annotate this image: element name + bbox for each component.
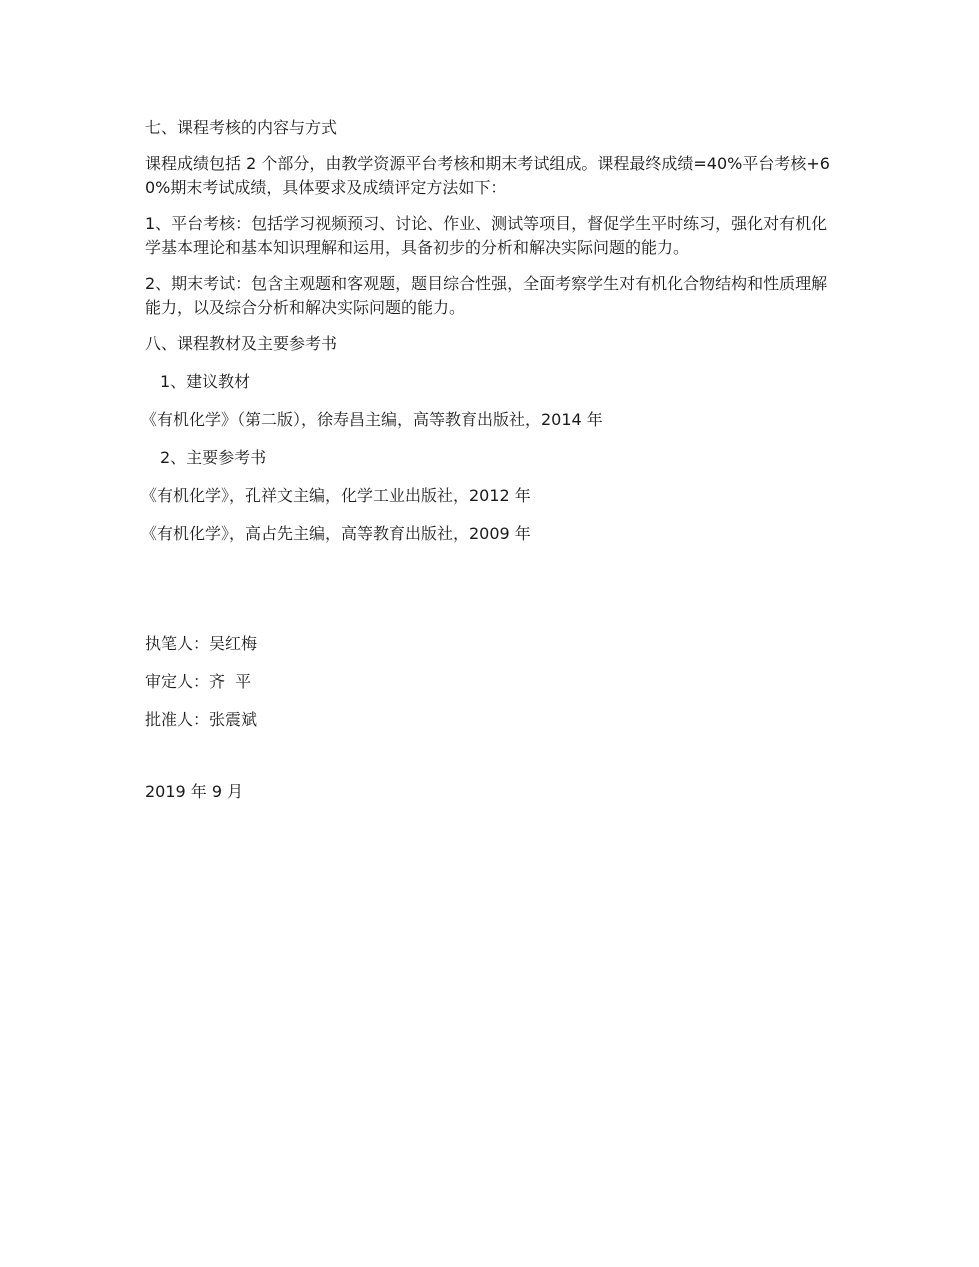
textbook-entry: 《有机化学》（第二版），徐寿昌主编，高等教育出版社，2014 年	[141, 410, 603, 429]
author-signature: 执笔人：吴红梅	[145, 634, 258, 653]
textbook-label: 1、建议教材	[160, 372, 251, 391]
reference-entry: 《有机化学》，高占先主编，高等教育出版社，2009 年	[141, 524, 531, 543]
platform-assessment: 1、平台考核：包括学习视频预习、讨论、作业、测试等项目，督促学生平时练习，强化对有机化学基本理论和基本知识理解和运用，具备初步的分析和解决实际问题的能力。	[145, 214, 828, 257]
document-date: 2019 年 9 月	[145, 782, 244, 801]
assessment-intro: 课程成绩包括 2 个部分，由教学资源平台考核和期末考试组成。课程最终成绩=40%平台考核+60%期末考试成绩，具体要求及成绩评定方法如下：	[145, 154, 830, 197]
references-label: 2、主要参考书	[160, 448, 267, 467]
section-7-heading: 七、课程考核的内容与方式	[145, 118, 338, 137]
spacer	[145, 560, 835, 632]
document-body	[141, 116, 835, 818]
reference-entry: 《有机化学》，孔祥文主编，化学工业出版社，2012 年	[141, 486, 531, 505]
section-8-heading: 八、课程教材及主要参考书	[145, 334, 338, 353]
approver-signature: 批准人：张震斌	[145, 710, 258, 729]
reviewer-signature: 审定人：齐 平	[145, 672, 252, 691]
final-exam: 2、期末考试：包含主观题和客观题，题目综合性强，全面考察学生对有机化合物结构和性质理解能力，以及综合分析和解决实际问题的能力。	[145, 274, 828, 317]
spacer	[145, 746, 835, 780]
